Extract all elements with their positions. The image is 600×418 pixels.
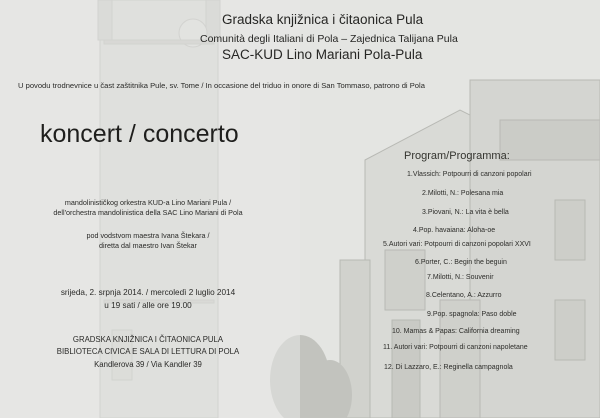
program-item: 4.Pop. havaiana: Aloha-oe	[413, 227, 496, 234]
program-item: 7.Milotti, N.: Souvenir	[427, 274, 494, 281]
program-item: 9.Pop. spagnola: Paso doble	[427, 311, 517, 318]
venue-name-it: BIBLIOTECA CIVICA E SALA DI LETTURA DI POLA	[56, 347, 240, 356]
program-item: 1.Vlassich: Potpourri di canzoni popolari	[407, 171, 532, 178]
performers-line-1: mandolinističkog orkestra KUD-a Lino Mariani Pula /	[64, 198, 232, 207]
organizer-library: Gradska knjižnica i čitaonica Pula	[222, 12, 424, 27]
program-item: 2.Milotti, N.: Polesana mia	[422, 190, 504, 197]
program-title: Program/Programma:	[404, 150, 510, 162]
event-time: u 19 sati / alle ore 19.00	[104, 301, 192, 310]
occasion-line: U povodu trodnevnice u čast zaštitnika Pule, sv. Tome / In occasione del triduo in onore di San Tommaso, patrono di Pola	[18, 81, 425, 90]
program-item: 10. Mamas & Papas: California dreaming	[392, 328, 520, 335]
program-item: 5.Autori vari: Potpourri di canzoni popolari XXVI	[383, 241, 531, 248]
program-item: 12. Di Lazzaro, E.: Reginella campagnola	[384, 364, 513, 371]
conductor-line-1: pod vodstvom maestra Ivana Štekara /	[86, 231, 210, 240]
organizer-sac-kud: SAC-KUD Lino Mariani Pola-Pula	[222, 47, 423, 62]
performers-line-2: dell'orchestra mandolinistica della SAC Lino Mariani di Pola	[53, 208, 243, 217]
conductor-line-2: diretta dal maestro Ivan Štekar	[99, 241, 197, 250]
program-item: 8.Celentano, A.: Azzurro	[426, 292, 502, 299]
venue-name-hr: GRADSKA KNJIŽNICA I ČITAONICA PULA	[72, 335, 224, 344]
event-date: srijeda, 2. srpnja 2014. / mercoledì 2 luglio 2014	[60, 288, 236, 297]
program-item: 3.Piovani, N.: La vita è bella	[422, 209, 509, 216]
program-item: 6.Porter, C.: Begin the beguin	[415, 259, 507, 266]
venue-address: Kandlerova 39 / Via Kandler 39	[94, 360, 202, 369]
organizer-italian-community: Comunità degli Italiani di Pola – Zajednica Talijana Pula	[200, 33, 458, 45]
event-title: koncert / concerto	[40, 120, 239, 148]
program-item: 11. Autori vari: Potpourri di canzoni napoletane	[383, 344, 528, 351]
